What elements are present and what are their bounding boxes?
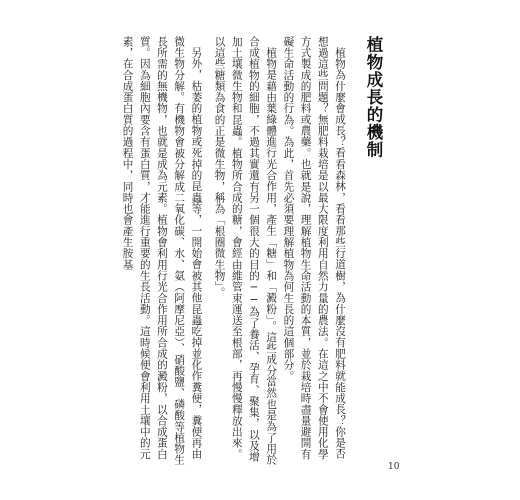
section-heading: 植物成長的機制 bbox=[364, 36, 383, 159]
paragraph-decomposition: 另外，枯萎的植物或死掉的昆蟲等，一開始會被其他昆蟲吃掉並化作糞便，糞便再由微生物分解。有機物會被分解成二氧化碳、水、氨（阿摩尼亞）、硝酸鹽、磷酸等植物生長所需的無機物，也就是成為元素。植物會利用行光合作用所合成的澱粉，以合成蛋白質。因為細胞內要含有蛋白質，才能進行重要的生長活動。這時候便會利用土壤中的元素，在合成蛋白質的過程中，同時也會產生胺基 bbox=[121, 36, 203, 466]
paragraph-photosynthesis: 植物是藉由葉綠體進行光合作用，產生「糖」和「澱粉」。這些成分當然也是為了用於合成植物的細胞，不過其實還有另一個很大的目的──為了養活、孕育、聚集，以及增加土壤微生物和昆蟲。植物所合成的糖，會經由維管束運送至根部，再慢慢釋放出來。以這些糖類為食的正是微生物，稱為「根圈微生物」。 bbox=[213, 36, 278, 465]
body-text bbox=[118, 36, 348, 468]
paragraph-intro: 植物為什麼會成長？看看森林，看看那些行道樹，為什麼沒有肥料就能成長？你是否想過這些問題？無肥料栽培是以最大限度利用自然力量的農法。在這之中不會使用化學方式製成的肥料或農藥。也就是說，理解植物生命活動的本質，並於栽培時盡量避開有礙生命活動的行為。為此，首先必須要理解植物為何生長的這個部分。 bbox=[282, 36, 346, 460]
page-number: 10 bbox=[388, 462, 400, 472]
